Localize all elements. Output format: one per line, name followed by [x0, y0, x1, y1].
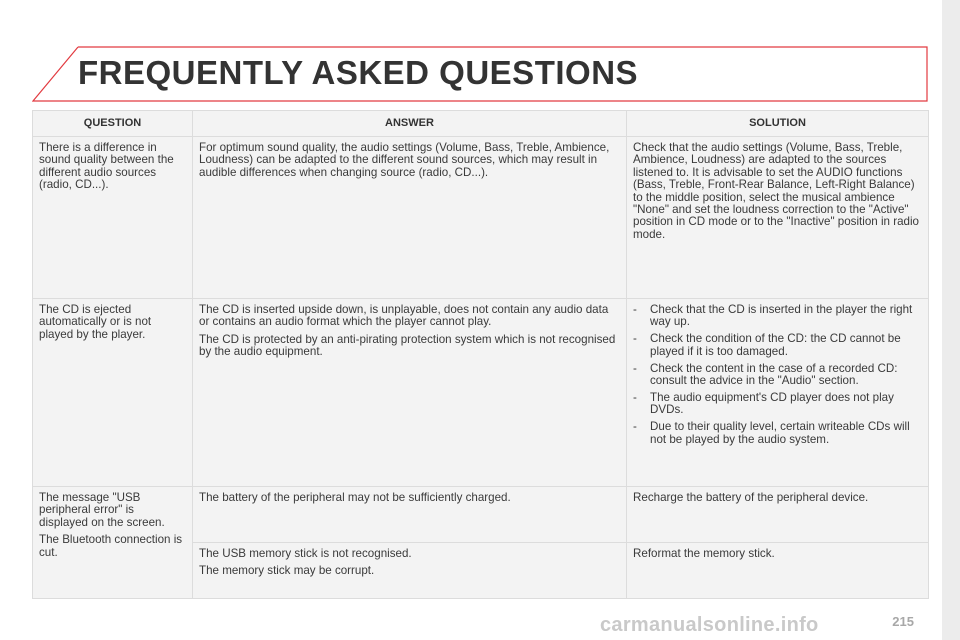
- watermark: carmanualsonline.info: [600, 614, 819, 636]
- solution-cell: [627, 487, 929, 543]
- page-title: FREQUENTLY ASKED QUESTIONS: [78, 54, 639, 91]
- table-row: [33, 137, 929, 299]
- page-number: 215: [892, 614, 914, 629]
- question-text: The message "USB peripheral error" is displayed on the screen.: [39, 491, 165, 529]
- answer-cell: [193, 137, 627, 299]
- list-item: [633, 333, 922, 358]
- bullet-dash: -: [633, 303, 637, 316]
- right-margin-strip: [942, 0, 960, 640]
- answer-text: The CD is protected by an anti-pirating protection system which is not recognised by the audio equipment.: [199, 332, 616, 359]
- question-text: The Bluetooth connection is cut.: [39, 533, 183, 559]
- solution-text: Check the content in the case of a recorded CD: consult the advice in the "Audio" section.: [650, 361, 898, 388]
- bullet-dash: -: [633, 332, 637, 346]
- answer-text: The battery of the peripheral may not be sufficiently charged.: [199, 491, 511, 504]
- solution-list: [633, 304, 922, 446]
- question-cell: [33, 137, 193, 299]
- list-item: [633, 363, 922, 388]
- column-header-answer: ANSWER: [193, 111, 627, 137]
- list-item: [633, 421, 922, 446]
- solution-text: Recharge the battery of the peripheral device.: [633, 491, 869, 504]
- answer-text: The USB memory stick is not recognised.: [199, 547, 412, 560]
- question-text: The CD is ejected automatically or is not played by the player.: [39, 303, 152, 341]
- solution-cell: [627, 137, 929, 299]
- answer-cell: [193, 299, 627, 487]
- bullet-dash: -: [633, 390, 637, 404]
- table-header-row: [33, 111, 929, 137]
- faq-table: [32, 110, 929, 599]
- column-header-solution: SOLUTION: [627, 111, 929, 137]
- solution-text: The audio equipment's CD player does not play DVDs.: [650, 390, 894, 417]
- solution-cell: [627, 543, 929, 599]
- bullet-dash: -: [633, 420, 637, 434]
- solution-text: Check that the CD is inserted in the player the right way up.: [650, 303, 913, 329]
- answer-cell: [193, 543, 627, 599]
- question-cell: [33, 487, 193, 599]
- solution-text: Due to their quality level, certain writeable CDs will not be played by the audio system.: [650, 420, 910, 446]
- solution-text: Check that the audio settings (Volume, Bass, Treble, Ambience, Loudness) are adapted to the sources listened to. It is advisable to set the AUDIO functions (Bass, Treble, Front-Rear Balance, Left-Right Balance) to the middle position, select the musical ambience "None" and set the loudness correction to the "Active" position in CD mode or to the "Inactive" position in radio mode.: [633, 141, 919, 241]
- answer-text: For optimum sound quality, the audio settings (Volume, Bass, Treble, Ambience, Loudness) can be adapted to the different sound sources, which may result in audible differences when changing source (radio, CD...).: [199, 141, 610, 179]
- question-cell: [33, 299, 193, 487]
- table-row: [33, 487, 929, 543]
- answer-text: The CD is inserted upside down, is unplayable, does not contain any audio data or contains an audio format which the player cannot play.: [199, 303, 609, 329]
- column-header-question: QUESTION: [33, 111, 193, 137]
- solution-text: Reformat the memory stick.: [633, 547, 775, 560]
- bullet-dash: -: [633, 361, 637, 375]
- list-item: [633, 304, 922, 329]
- question-text: There is a difference in sound quality between the different audio sources (radio, CD...).: [39, 141, 174, 192]
- answer-cell: [193, 487, 627, 543]
- table-row: [33, 299, 929, 487]
- list-item: [633, 392, 922, 417]
- solution-cell: [627, 299, 929, 487]
- answer-text: The memory stick may be corrupt.: [199, 564, 375, 578]
- solution-text: Check the condition of the CD: the CD cannot be played if it is too damaged.: [650, 332, 901, 358]
